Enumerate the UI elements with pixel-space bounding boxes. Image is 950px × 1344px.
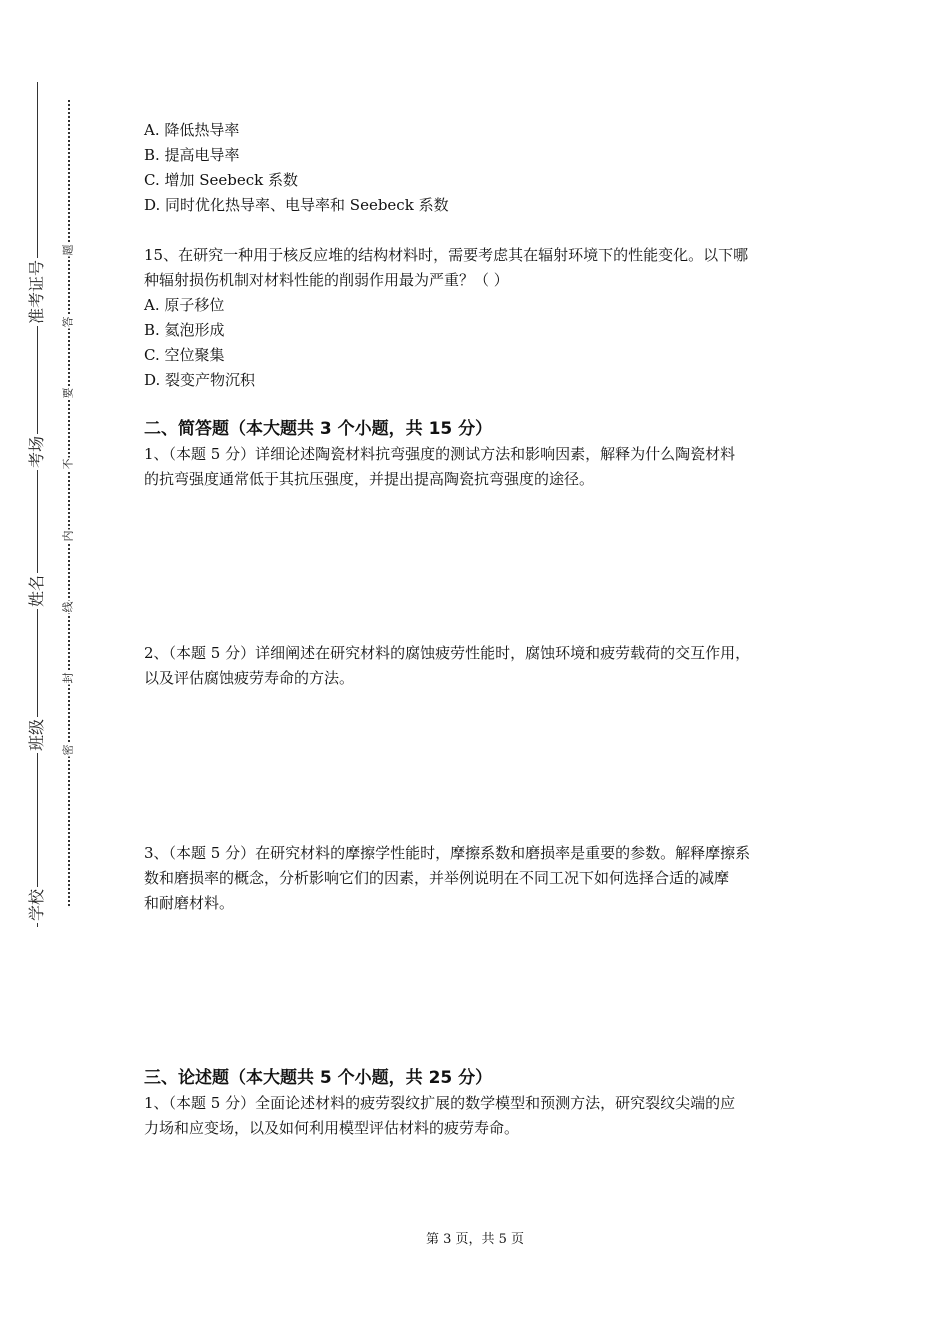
school-label: 学校 — [27, 888, 46, 922]
q14-option-a: A. 降低热导率 — [144, 121, 240, 139]
q15-option-a: A. 原子移位 — [144, 296, 225, 314]
section2-title: 二、简答题（本大题共 3 个小题，共 15 分） — [144, 419, 493, 439]
q15-text-line: 种辐射损伤机制对材料性能的削弱作用最为严重？（ ） — [144, 271, 509, 289]
section2-q3-line: 数和磨损率的概念，分析影响它们的因素，并举例说明在不同工况下如何选择合适的减摩 — [144, 869, 730, 887]
q14-option-b: B. 提高电导率 — [144, 146, 240, 164]
seal-char: 内 — [61, 530, 75, 542]
q14-options — [144, 118, 824, 218]
q15-text-line: 15、在研究一种用于核反应堆的结构材料时，需要考虑其在辐射环境下的性能变化。以下哪 — [144, 246, 749, 264]
section2-title-block — [144, 416, 824, 443]
class-label: 班级 — [27, 718, 46, 752]
section2-q3-line: 3、（本题 5 分）在研究材料的摩擦学性能时，摩擦系数和磨损率是重要的参数。解释摩擦系 — [144, 844, 751, 862]
section3-title: 三、论述题（本大题共 5 个小题，共 25 分） — [144, 1068, 493, 1088]
seal-char: 线 — [61, 601, 75, 613]
section2-q2-line: 2、（本题 5 分）详细阐述在研究材料的腐蚀疲劳性能时，腐蚀环境和疲劳载荷的交互作用， — [144, 644, 751, 662]
binding-dotted-line — [68, 100, 70, 906]
binding-solid-line — [37, 82, 38, 927]
name-label: 姓名 — [27, 574, 46, 608]
q14-option-d: D. 同时优化热导率、电导率和 Seebeck 系数 — [144, 196, 449, 214]
q15-option-c: C. 空位聚集 — [144, 346, 225, 364]
section2-q3 — [144, 841, 824, 916]
seal-char: 密 — [61, 744, 75, 756]
seal-char: 要 — [61, 387, 75, 399]
q14-option-c: C. 增加 Seebeck 系数 — [144, 171, 299, 189]
seal-char: 封 — [61, 672, 75, 684]
exam-number-label: 准考证号 — [27, 259, 46, 325]
section2-q2-line: 以及评估腐蚀疲劳寿命的方法。 — [144, 669, 355, 687]
section2-q1 — [144, 442, 824, 492]
section2-q3-line: 和耐磨材料。 — [144, 894, 235, 912]
seal-char: 不 — [61, 458, 75, 470]
section2-q1-line: 1、（本题 5 分）详细论述陶瓷材料抗弯强度的测试方法和影响因素，解释为什么陶瓷材料 — [144, 445, 736, 463]
section3-title-block — [144, 1065, 824, 1092]
section3-q1-line: 力场和应变场，以及如何利用模型评估材料的疲劳寿命。 — [144, 1119, 520, 1137]
section2-q2 — [144, 641, 824, 691]
seal-char: 题 — [61, 244, 75, 256]
q15 — [144, 243, 824, 393]
section2-q1-line: 的抗弯强度通常低于其抗压强度，并提出提高陶瓷抗弯强度的途径。 — [144, 470, 595, 488]
q15-option-b: B. 氦泡形成 — [144, 321, 225, 339]
q15-option-d: D. 裂变产物沉积 — [144, 371, 256, 389]
section3-q1 — [144, 1091, 824, 1141]
exam-room-label: 考场 — [27, 435, 46, 469]
seal-char: 答 — [61, 316, 75, 328]
page-number: 第 3 页，共 5 页 — [425, 1232, 525, 1247]
section3-q1-line: 1、（本题 5 分）全面论述材料的疲劳裂纹扩展的数学模型和预测方法，研究裂纹尖端的应 — [144, 1094, 736, 1112]
